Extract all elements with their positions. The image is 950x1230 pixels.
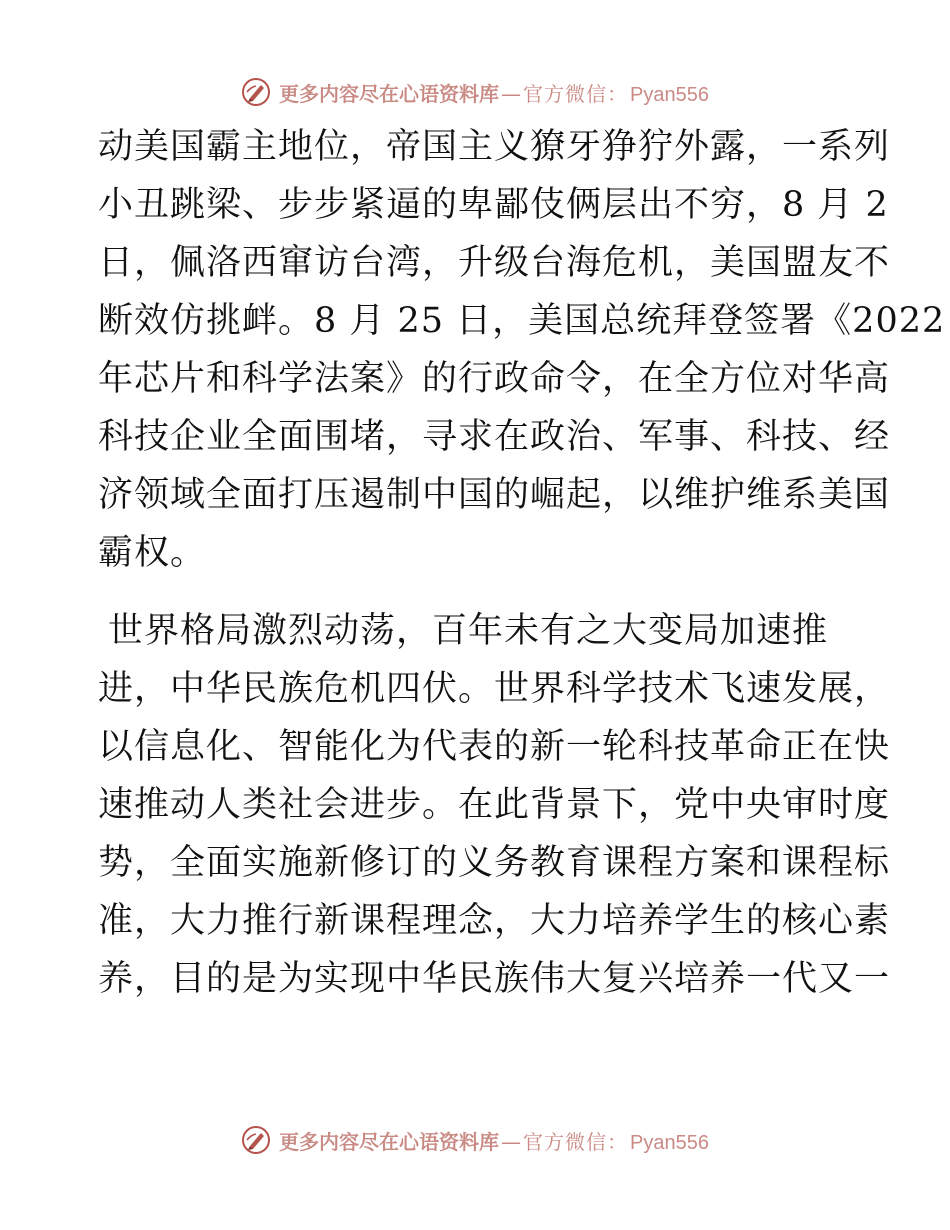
watermark-sub-text: 官方微信：: [523, 1129, 629, 1154]
watermark-main-text: 更多内容尽在心语资料库: [279, 1129, 500, 1154]
watermark-group: [241, 1125, 709, 1155]
watermark-separator: —: [501, 1129, 522, 1154]
text-line: 准，大力推行新课程理念，大力培养学生的核心素: [98, 901, 891, 941]
text-line: 动美国霸主地位，帝国主义獠牙狰狞外露，一系列: [98, 127, 891, 167]
watermark-sub-text: 官方微信：: [523, 81, 629, 106]
paragraph-2: [98, 602, 891, 1008]
pen-logo-icon: [241, 1125, 271, 1155]
footer-watermark-banner: [0, 1120, 950, 1160]
text-line: 势，全面实施新修订的义务教育课程方案和课程标: [98, 843, 891, 883]
document-body: [98, 118, 946, 1008]
text-line: 以信息化、智能化为代表的新一轮科技革命正在快: [98, 727, 891, 767]
text-line: 小丑跳梁、步步紧逼的卑鄙伎俩层出不穷，8 月 2: [98, 185, 889, 225]
paragraph-spacer: [98, 582, 858, 602]
watermark-wechat-id: Pyan556: [630, 83, 709, 106]
text-line: 科技企业全面围堵，寻求在政治、军事、科技、经: [98, 417, 891, 457]
pen-logo-icon: [241, 77, 271, 107]
text-line: 世界格局激烈动荡，百年未有之大变局加速推: [108, 611, 829, 651]
text-line: 断效仿挑衅。8 月 25 日，美国总统拜登签署《2022: [98, 301, 946, 341]
watermark-main-text: 更多内容尽在心语资料库: [279, 81, 500, 106]
watermark-text: [279, 1126, 709, 1155]
text-line: 霸权。: [98, 533, 207, 573]
text-line: 济领域全面打压遏制中国的崛起，以维护维系美国: [98, 475, 891, 515]
text-line: 日，佩洛西窜访台湾，升级台海危机，美国盟友不: [98, 243, 891, 283]
text-line: 年芯片和科学法案》的行政命令，在全方位对华高: [98, 359, 891, 399]
text-line: 养，目的是为实现中华民族伟大复兴培养一代又一: [98, 959, 891, 999]
paragraph-1: [98, 118, 946, 582]
header-watermark-banner: [0, 72, 950, 112]
text-line: 速推动人类社会进步。在此背景下，党中央审时度: [98, 785, 891, 825]
watermark-group: [241, 77, 709, 107]
watermark-separator: —: [501, 81, 522, 106]
watermark-text: [279, 78, 709, 107]
watermark-wechat-id: Pyan556: [630, 1131, 709, 1154]
text-line: 进，中华民族危机四伏。世界科学技术飞速发展，: [98, 669, 891, 709]
